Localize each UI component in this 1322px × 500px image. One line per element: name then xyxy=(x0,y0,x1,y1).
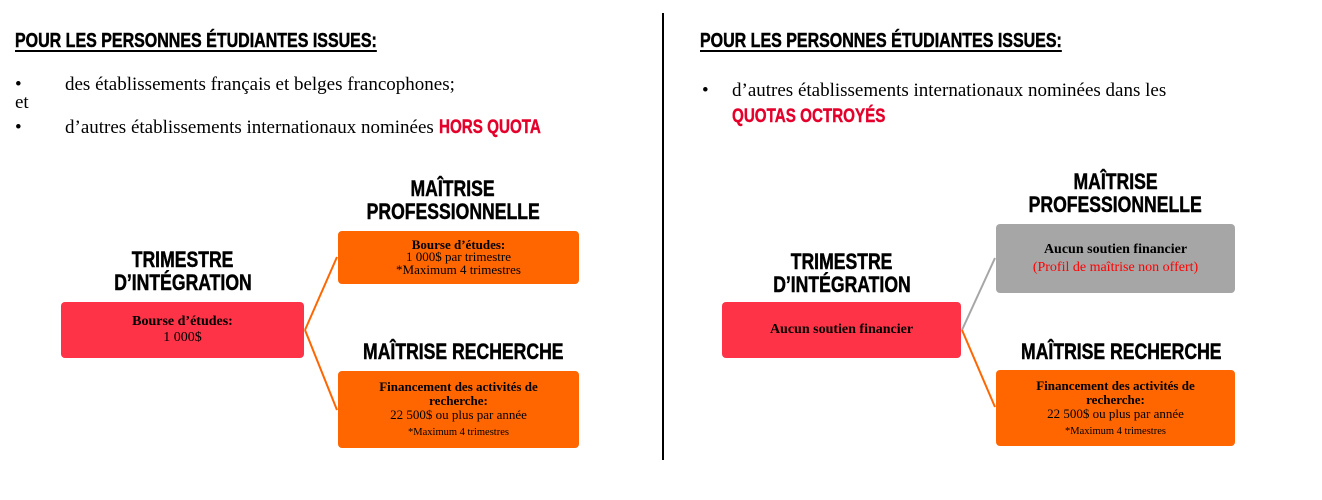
heading-line: PROFESSIONNELLE xyxy=(366,199,540,224)
professional-box-title: Bourse d’études: xyxy=(411,236,506,252)
heading-line: MAÎTRISE RECHERCHE xyxy=(1021,339,1222,364)
right-professional-box xyxy=(996,224,1235,293)
heading-line: TRIMESTRE xyxy=(132,247,234,272)
right-panel-title: POUR LES PERSONNES ÉTUDIANTES ISSUES: xyxy=(700,30,1062,52)
conjunction-text: et xyxy=(15,92,29,113)
connector-right-to-research xyxy=(962,330,995,407)
left-research-box xyxy=(338,371,579,448)
heading-line: MAÎTRISE RECHERCHE xyxy=(363,339,564,364)
left-research-heading xyxy=(338,340,579,363)
heading-line: MAÎTRISE xyxy=(1073,169,1158,194)
bullet-icon: • xyxy=(15,117,22,138)
professional-box-amount: 1 000$ par trimestre xyxy=(405,249,512,265)
research-box-title-line: recherche: xyxy=(429,393,488,408)
research-box-title-line: recherche: xyxy=(1086,391,1145,407)
bullet-international-hors-quota xyxy=(65,118,566,138)
left-integration-box xyxy=(61,302,304,358)
research-box-note: *Maximum 4 trimestres xyxy=(1065,425,1166,437)
bullet-icon: • xyxy=(702,80,709,101)
professional-box-title: Aucun soutien financier xyxy=(1043,241,1188,257)
research-box-amount: 22 500$ ou plus par année xyxy=(390,407,527,422)
connector-right-to-professional xyxy=(962,258,995,330)
bullet-icon: • xyxy=(15,74,22,95)
research-box-title-line: Financement des activités de xyxy=(1036,377,1195,393)
research-box-note: *Maximum 4 trimestres xyxy=(408,427,509,438)
professional-box-note: *Maximum 4 trimestres xyxy=(396,261,521,277)
right-integration-box xyxy=(722,302,961,358)
left-panel-title: POUR LES PERSONNES ÉTUDIANTES ISSUES: xyxy=(15,30,377,52)
research-box-title-line: Financement des activités de xyxy=(379,379,538,394)
panel-divider xyxy=(662,13,664,460)
heading-line: D’INTÉGRATION xyxy=(772,272,911,297)
integration-box-title: Bourse d’études: xyxy=(132,314,233,329)
bullet-text-international: d’autres établissements internationaux nominées xyxy=(65,117,434,138)
integration-box-title: Aucun soutien financier xyxy=(769,322,914,337)
hors-quota-highlight: HORS QUOTA xyxy=(438,117,541,138)
left-professional-box xyxy=(338,231,579,284)
research-box-amount: 22 500$ ou plus par année xyxy=(1047,405,1184,421)
heading-line: D’INTÉGRATION xyxy=(114,270,252,295)
connector-left-to-professional xyxy=(305,257,337,330)
integration-box-amount: 1 000$ xyxy=(163,330,202,345)
bullet-text-international-quota: d’autres établissements internationaux nominées dans les xyxy=(732,80,1167,101)
right-integration-heading xyxy=(722,250,961,296)
professional-not-offered-note: (Profil de maîtrise non offert) xyxy=(1032,259,1199,275)
heading-line: MAÎTRISE xyxy=(410,176,496,201)
bullet-text-francophone: des établissements français et belges francophones; xyxy=(65,74,455,95)
quotas-octroyes-highlight: QUOTAS OCTROYÉS xyxy=(732,106,886,127)
right-research-box xyxy=(996,370,1235,446)
left-integration-heading xyxy=(62,248,304,294)
right-research-heading xyxy=(996,340,1235,363)
heading-line: PROFESSIONNELLE xyxy=(1028,192,1203,217)
connector-left-to-research xyxy=(305,330,337,410)
left-professional-heading xyxy=(338,177,568,223)
heading-line: TRIMESTRE xyxy=(790,249,893,274)
right-professional-heading xyxy=(996,170,1235,216)
